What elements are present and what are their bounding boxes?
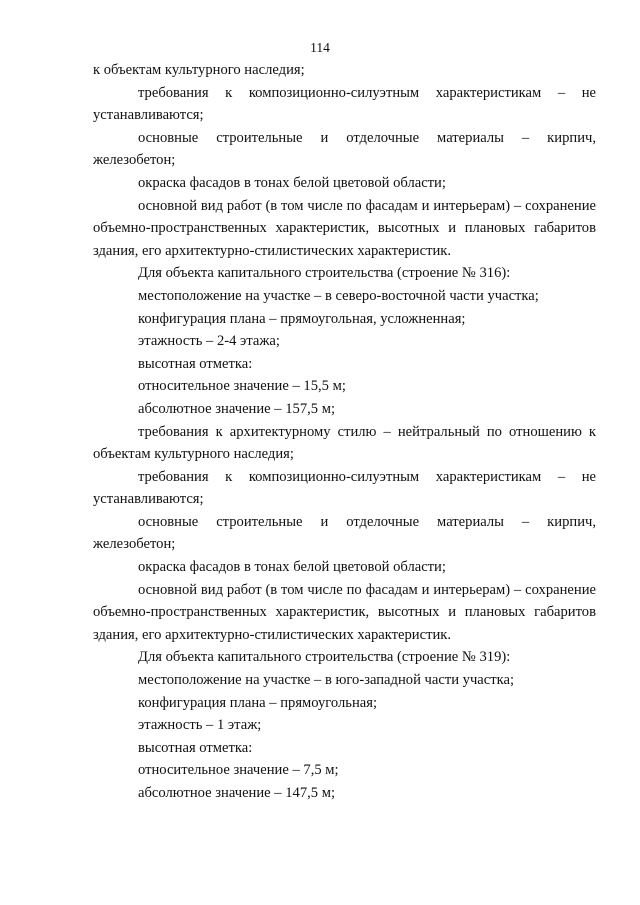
paragraph: абсолютное значение – 147,5 м; (138, 785, 336, 801)
paragraph: абсолютное значение – 157,5 м; (138, 400, 336, 417)
paragraph: Для объекта капитального строительства (строение № 319): (138, 649, 511, 666)
paragraph: относительное значение – 15,5 м; (138, 378, 346, 395)
paragraph: требования к композиционно-силуэтным характеристикам – не устанавливаются; (93, 468, 596, 508)
paragraph: основной вид работ (в том числе по фасадам и интерьерам) – сохранение объемно-пространственных характеристик, высотных и плановых габаритов здания, его архитектурно-стилистических характеристик. (93, 581, 596, 643)
paragraph: относительное значение – 7,5 м; (138, 762, 339, 779)
paragraph: к объектам культурного наследия; (93, 62, 305, 78)
paragraph: требования к архитектурному стилю – нейтральный по отношению к объектам культурного наследия; (93, 423, 596, 463)
paragraph: местоположение на участке – в северо-восточной части участка; (138, 287, 539, 304)
paragraph: этажность – 1 этаж; (138, 717, 262, 734)
paragraph: конфигурация плана – прямоугольная; (138, 694, 378, 711)
page-number: 114 (310, 40, 330, 55)
paragraph: этажность – 2-4 этажа; (138, 333, 280, 350)
paragraph: основной вид работ (в том числе по фасадам и интерьерам) – сохранение объемно-пространственных характеристик, высотных и плановых габаритов здания, его архитектурно-стилистических характеристик. (93, 197, 596, 259)
paragraph: высотная отметка: (138, 355, 253, 372)
document-body (93, 59, 596, 805)
paragraph: высотная отметка: (138, 739, 253, 756)
paragraph: основные строительные и отделочные материалы – кирпич, железобетон; (93, 129, 596, 169)
paragraph: основные строительные и отделочные материалы – кирпич, железобетон; (93, 513, 596, 553)
paragraph: окраска фасадов в тонах белой цветовой области; (138, 559, 446, 576)
paragraph: конфигурация плана – прямоугольная, усложненная; (138, 310, 466, 327)
paragraph: окраска фасадов в тонах белой цветовой области; (138, 174, 446, 191)
paragraph: требования к композиционно-силуэтным характеристикам – не устанавливаются; (93, 84, 596, 124)
paragraph: Для объекта капитального строительства (строение № 316): (138, 265, 511, 282)
paragraph: местоположение на участке – в юго-западной части участка; (138, 672, 515, 689)
